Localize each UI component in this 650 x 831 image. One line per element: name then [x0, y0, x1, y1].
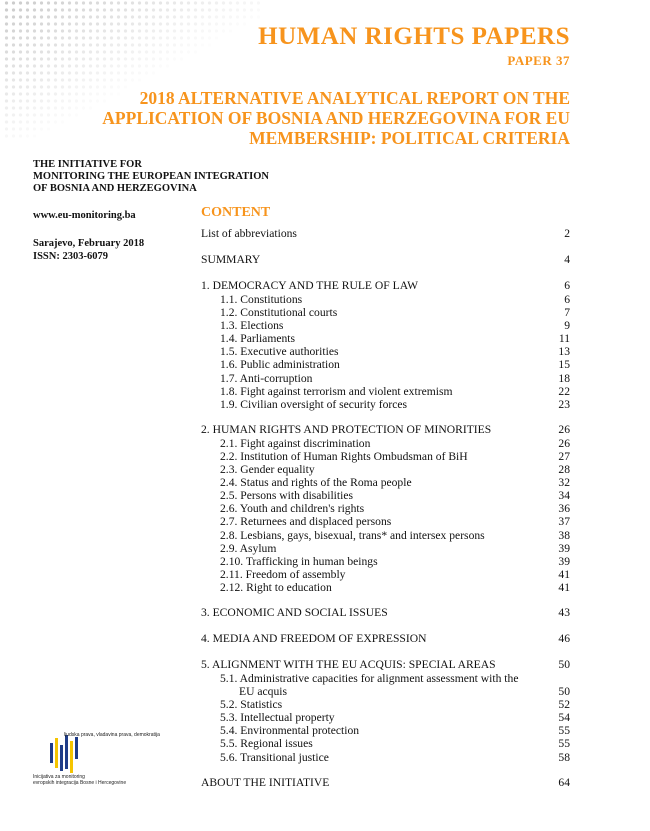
toc-entry-section-1[interactable] — [201, 279, 570, 293]
toc-subentry[interactable] — [201, 555, 570, 568]
logo-name — [33, 774, 126, 786]
toc-label: 2.3. Gender equality — [220, 463, 315, 477]
toc-page: 54 — [558, 711, 570, 725]
logo-tagline: ljudska prava, vladavina prava, demokratija — [64, 732, 160, 738]
toc-page: 6 — [564, 279, 570, 292]
toc-subentry[interactable] — [201, 751, 570, 764]
toc-subentry[interactable] — [201, 293, 570, 306]
toc-section-5-items — [201, 698, 570, 763]
toc-subentry[interactable] — [201, 463, 570, 476]
toc-page: 9 — [564, 319, 570, 333]
toc-subentry[interactable] — [201, 737, 570, 750]
toc-page: 41 — [558, 580, 570, 594]
report-title-line: 2018 ALTERNATIVE ANALYTICAL REPORT ON THE — [139, 88, 570, 108]
issn: ISSN: 2303-6079 — [33, 251, 108, 262]
toc-page: 39 — [558, 541, 570, 555]
toc-label: 2.12. Right to education — [220, 580, 332, 594]
toc-page: 50 — [558, 657, 570, 671]
toc-subentry[interactable] — [201, 489, 570, 502]
toc-page: 55 — [558, 724, 570, 738]
toc-page: 43 — [558, 605, 570, 619]
toc-page: 52 — [558, 698, 570, 712]
organization-line: THE INITIATIVE FOR — [33, 159, 142, 170]
toc-subentry[interactable] — [201, 515, 570, 528]
toc-page: 22 — [558, 384, 570, 398]
toc-label: 5. ALIGNMENT WITH THE EU ACQUIS: SPECIAL AREAS — [201, 657, 496, 671]
toc-page: 11 — [558, 332, 570, 346]
toc-subentry[interactable] — [201, 345, 570, 358]
toc-page: 26 — [558, 422, 570, 436]
logo-bars-icon — [50, 733, 90, 775]
place-date: Sarajevo, February 2018 — [33, 238, 145, 249]
toc-subentry[interactable] — [201, 724, 570, 737]
toc-subentry[interactable] — [201, 529, 570, 542]
toc-label: 5.3. Intellectual property — [220, 711, 335, 725]
toc-subentry[interactable] — [201, 581, 570, 594]
toc-page: 7 — [564, 306, 570, 320]
toc-label: 1.4. Parliaments — [220, 332, 296, 346]
report-title — [50, 88, 570, 148]
toc-page: 27 — [558, 449, 570, 463]
toc-label: 1.1. Constitutions — [220, 293, 303, 306]
toc-label: 1. DEMOCRACY AND THE RULE OF LAW — [201, 279, 419, 292]
toc-entry-section-3[interactable] — [201, 606, 570, 620]
toc-label: 2.8. Lesbians, gays, bisexual, trans* and intersex persons — [220, 528, 485, 542]
toc-page: 32 — [558, 476, 570, 490]
toc-label: 1.9. Civilian oversight of security forces — [220, 397, 408, 411]
toc-label: 2.7. Returnees and displaced persons — [220, 515, 392, 529]
organization-line: MONITORING THE EUROPEAN INTEGRATION — [33, 171, 269, 182]
toc-label: 2.4. Status and rights of the Roma people — [220, 476, 412, 490]
toc-entry-summary[interactable] — [201, 253, 570, 267]
toc-label: 2.11. Freedom of assembly — [220, 567, 346, 581]
toc-subentry[interactable] — [201, 476, 570, 489]
toc-page: 13 — [558, 345, 570, 359]
toc-label: 5.5. Regional issues — [220, 737, 313, 751]
toc-label: 1.6. Public administration — [220, 358, 340, 372]
toc-entry-abbreviations[interactable] — [201, 227, 570, 241]
toc-label: 2.10. Trafficking in human beings — [220, 554, 378, 568]
toc-page: 38 — [558, 528, 570, 542]
toc-label: ABOUT THE INITIATIVE — [201, 775, 330, 789]
toc-subentry[interactable] — [201, 358, 570, 371]
toc-label: 2.9. Asylum — [220, 541, 277, 555]
toc-label: 1.2. Constitutional courts — [220, 306, 338, 320]
toc-section-1-items — [201, 293, 570, 411]
toc-entry-section-4[interactable] — [201, 632, 570, 646]
toc-subentry[interactable] — [201, 372, 570, 385]
toc-subentry[interactable] — [201, 385, 570, 398]
toc-subentry[interactable] — [201, 319, 570, 332]
toc-label: SUMMARY — [201, 253, 261, 266]
toc-page: 55 — [558, 737, 570, 751]
toc-page: 2 — [564, 227, 570, 240]
organization-line: OF BOSNIA AND HERZEGOVINA — [33, 183, 197, 194]
toc-label: 1.7. Anti-corruption — [220, 371, 313, 385]
toc-subentry[interactable] — [201, 332, 570, 345]
toc-entry-section-5[interactable] — [201, 658, 570, 672]
publication-info — [33, 237, 144, 263]
toc-page: 34 — [558, 489, 570, 503]
toc-label: 2.2. Institution of Human Rights Ombudsman of BiH — [220, 449, 468, 463]
toc-label: 5.6. Transitional justice — [220, 750, 329, 764]
toc-page: 28 — [558, 463, 570, 477]
toc-label: 2.6. Youth and children's rights — [220, 502, 365, 516]
logo-name-line: evropskih integracija Bosne i Hercegovine — [33, 780, 127, 786]
toc-label: 1.8. Fight against terrorism and violent extremism — [220, 384, 453, 398]
toc-label: 3. ECONOMIC AND SOCIAL ISSUES — [201, 605, 388, 619]
toc-subentry[interactable] — [201, 437, 570, 450]
toc-label: 2.5. Persons with disabilities — [220, 489, 354, 503]
toc-page: 15 — [558, 358, 570, 372]
toc-label: 1.3. Elections — [220, 319, 284, 333]
toc-label: 2.1. Fight against discrimination — [220, 436, 371, 450]
logo-name-line: Inicijativa za monitoring — [33, 774, 85, 780]
toc-label: 5.1. Administrative capacities for alignment assessment with the EU acquis — [220, 671, 519, 699]
toc-label: 5.2. Statistics — [220, 698, 283, 712]
toc-subentry[interactable] — [201, 711, 570, 724]
website-link[interactable]: www.eu-monitoring.ba — [33, 210, 136, 221]
report-title-line: APPLICATION OF BOSNIA AND HERZEGOVINA FOR EU — [102, 108, 570, 128]
toc-page: 6 — [564, 293, 570, 306]
toc-page: 18 — [558, 371, 570, 385]
toc-page: 64 — [558, 775, 570, 789]
toc-page: 50 — [558, 684, 570, 698]
toc-page: 4 — [564, 253, 570, 266]
toc-subentry[interactable] — [201, 398, 570, 411]
toc-subentry[interactable] — [201, 568, 570, 581]
toc-page: 36 — [558, 502, 570, 516]
toc-label: 4. MEDIA AND FREEDOM OF EXPRESSION — [201, 631, 427, 645]
toc-page: 23 — [558, 397, 570, 411]
paper-number: PAPER 37 — [507, 53, 570, 68]
report-title-line: MEMBERSHIP: POLITICAL CRITERIA — [249, 128, 570, 148]
table-of-contents — [201, 227, 570, 790]
toc-label: 1.5. Executive authorities — [220, 345, 339, 359]
toc-subentry[interactable] — [201, 542, 570, 555]
toc-label: List of abbreviations — [201, 227, 297, 240]
toc-section-2-items — [201, 437, 570, 594]
toc-label: 5.4. Environmental protection — [220, 724, 360, 738]
toc-subentry[interactable] — [201, 698, 570, 711]
toc-heading: CONTENT — [201, 205, 271, 220]
toc-subentry[interactable] — [201, 450, 570, 463]
initiative-logo — [33, 733, 183, 793]
toc-page: 39 — [558, 554, 570, 568]
toc-page: 46 — [558, 631, 570, 645]
toc-subentry[interactable] — [201, 306, 570, 319]
toc-entry-section-2[interactable] — [201, 423, 570, 437]
toc-label: 2. HUMAN RIGHTS AND PROTECTION OF MINORITIES — [201, 422, 492, 436]
toc-page: 58 — [558, 750, 570, 764]
organization-name — [33, 159, 269, 195]
toc-entry-5-1[interactable] — [201, 672, 570, 698]
toc-page: 37 — [558, 515, 570, 529]
toc-page: 26 — [558, 436, 570, 450]
series-title: HUMAN RIGHTS PAPERS — [258, 23, 570, 50]
toc-page: 41 — [558, 567, 570, 581]
toc-subentry[interactable] — [201, 502, 570, 515]
toc-entry-about[interactable] — [201, 776, 570, 790]
